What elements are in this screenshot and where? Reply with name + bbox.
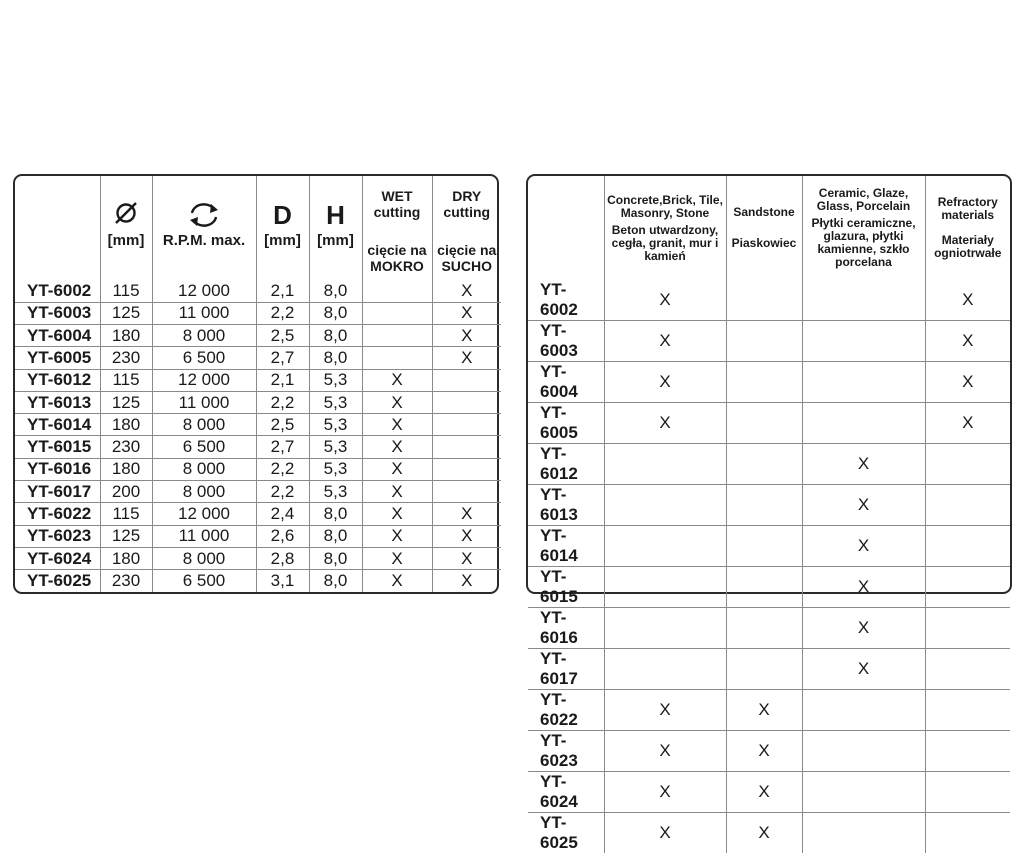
- rpm-cell: 12 000: [152, 369, 256, 391]
- d-cell: 2,5: [256, 414, 309, 436]
- diameter-cell: 115: [100, 280, 152, 302]
- dry-mark: X: [432, 570, 501, 592]
- dry-mark: X: [432, 503, 501, 525]
- sandstone-mark: [726, 280, 802, 321]
- dry-sub: cutting: [433, 204, 502, 220]
- ceramic-mark: X: [802, 526, 925, 567]
- ceramic-mark: [802, 280, 925, 321]
- d-cell: 2,5: [256, 325, 309, 347]
- code: YT-6015: [15, 436, 100, 458]
- ceramic-mark: X: [802, 567, 925, 608]
- code: YT-6005: [528, 403, 604, 444]
- h-cell: 8,0: [309, 547, 362, 569]
- materials-table: [528, 176, 1010, 853]
- table-row: [528, 444, 1010, 485]
- h-cell: 8,0: [309, 503, 362, 525]
- refractory-mark: [925, 485, 1010, 526]
- wet-mark: X: [362, 458, 432, 480]
- rotation-icon: [153, 200, 256, 230]
- wet-mark: [362, 347, 432, 369]
- sandstone-mark: [726, 444, 802, 485]
- wet-mark: X: [362, 391, 432, 413]
- rpm-cell: 6 500: [152, 436, 256, 458]
- code-header: [15, 176, 100, 280]
- table-row: [528, 403, 1010, 444]
- table-row: [15, 481, 501, 503]
- diameter-icon: [101, 200, 152, 230]
- ceramic-mark: [802, 690, 925, 731]
- concrete-mark: X: [604, 772, 726, 813]
- d-cell: 2,2: [256, 391, 309, 413]
- dry-mark: [432, 369, 501, 391]
- d-cell: 2,7: [256, 436, 309, 458]
- wet-mark: X: [362, 481, 432, 503]
- wet-mark: [362, 280, 432, 302]
- rpm-cell: 11 000: [152, 302, 256, 324]
- d-symbol: D: [257, 200, 309, 230]
- refractory-mark: [925, 444, 1010, 485]
- materials-header-row: [528, 176, 1010, 280]
- d-cell: 2,6: [256, 525, 309, 547]
- ceramic-pl: Płytki ceramiczne, glazura, płytki kamienne, szkło porcelana: [805, 217, 923, 269]
- table-row: [15, 302, 501, 324]
- ceramic-mark: [802, 321, 925, 362]
- ceramic-header: [802, 176, 925, 280]
- table-row: [528, 485, 1010, 526]
- refractory-en: Refractory materials: [928, 196, 1009, 222]
- concrete-mark: X: [604, 813, 726, 853]
- code: YT-6014: [528, 526, 604, 567]
- concrete-pl: Beton utwardzony, cegła, granit, mur i kamień: [607, 224, 724, 263]
- concrete-mark: [604, 526, 726, 567]
- code: YT-6022: [528, 690, 604, 731]
- h-cell: 8,0: [309, 325, 362, 347]
- diameter-header: [100, 176, 152, 280]
- wet-pl: cięcie na: [363, 242, 432, 258]
- rpm-cell: 8 000: [152, 547, 256, 569]
- h-cell: 5,3: [309, 391, 362, 413]
- table-row: [528, 813, 1010, 853]
- diameter-cell: 180: [100, 458, 152, 480]
- refractory-pl: Materiały ogniotrwałe: [928, 234, 1009, 260]
- refractory-mark: X: [925, 280, 1010, 321]
- h-symbol: H: [310, 200, 362, 230]
- code: YT-6004: [528, 362, 604, 403]
- h-cell: 8,0: [309, 302, 362, 324]
- table-row: [528, 649, 1010, 690]
- d-cell: 2,8: [256, 547, 309, 569]
- ceramic-mark: [802, 403, 925, 444]
- table-row: [15, 280, 501, 302]
- dry-mark: [432, 458, 501, 480]
- ceramic-mark: X: [802, 485, 925, 526]
- wet-mark: X: [362, 525, 432, 547]
- concrete-mark: X: [604, 321, 726, 362]
- dry-mark: X: [432, 302, 501, 324]
- table-row: [528, 690, 1010, 731]
- h-cell: 5,3: [309, 414, 362, 436]
- diameter-cell: 125: [100, 391, 152, 413]
- dry-mark: X: [432, 547, 501, 569]
- d-unit: [mm]: [257, 232, 309, 249]
- materials-table-panel: [526, 174, 1012, 594]
- wet-header: [362, 176, 432, 280]
- dry-mark: X: [432, 280, 501, 302]
- refractory-mark: [925, 813, 1010, 853]
- ceramic-mark: X: [802, 608, 925, 649]
- d-cell: 2,2: [256, 302, 309, 324]
- dry-mark: [432, 481, 501, 503]
- code: YT-6002: [528, 280, 604, 321]
- wet-mark: X: [362, 436, 432, 458]
- sandstone-mark: [726, 608, 802, 649]
- table-row: [15, 436, 501, 458]
- d-cell: 3,1: [256, 570, 309, 592]
- code: YT-6012: [15, 369, 100, 391]
- rpm-cell: 8 000: [152, 458, 256, 480]
- refractory-mark: [925, 690, 1010, 731]
- sandstone-mark: [726, 649, 802, 690]
- table-row: [528, 280, 1010, 321]
- refractory-mark: X: [925, 403, 1010, 444]
- diameter-cell: 230: [100, 347, 152, 369]
- code: YT-6016: [15, 458, 100, 480]
- wet-pl-bold: MOKRO: [363, 258, 432, 274]
- code: YT-6024: [528, 772, 604, 813]
- code: YT-6022: [15, 503, 100, 525]
- code-header: [528, 176, 604, 280]
- table-row: [15, 325, 501, 347]
- h-header: [309, 176, 362, 280]
- rpm-label: R.P.M. max.: [153, 232, 256, 249]
- dry-mark: X: [432, 325, 501, 347]
- diameter-cell: 230: [100, 436, 152, 458]
- d-cell: 2,2: [256, 458, 309, 480]
- dry-mark: [432, 391, 501, 413]
- dry-mark: X: [432, 347, 501, 369]
- wet-mark: X: [362, 414, 432, 436]
- rpm-cell: 11 000: [152, 525, 256, 547]
- table-row: [528, 567, 1010, 608]
- diameter-cell: 125: [100, 302, 152, 324]
- rpm-header: [152, 176, 256, 280]
- diameter-unit: [mm]: [101, 232, 152, 249]
- h-unit: [mm]: [310, 232, 362, 249]
- code: YT-6002: [15, 280, 100, 302]
- ceramic-mark: X: [802, 649, 925, 690]
- dry-mark: X: [432, 525, 501, 547]
- rpm-cell: 8 000: [152, 325, 256, 347]
- concrete-mark: X: [604, 731, 726, 772]
- diameter-cell: 180: [100, 414, 152, 436]
- rpm-cell: 12 000: [152, 503, 256, 525]
- code: YT-6003: [15, 302, 100, 324]
- specs-header-row: [15, 176, 501, 280]
- refractory-mark: [925, 608, 1010, 649]
- dry-header: [432, 176, 501, 280]
- h-cell: 5,3: [309, 369, 362, 391]
- table-row: [15, 570, 501, 592]
- table-row: [528, 526, 1010, 567]
- h-cell: 8,0: [309, 525, 362, 547]
- refractory-mark: X: [925, 321, 1010, 362]
- table-row: [15, 547, 501, 569]
- d-cell: 2,1: [256, 280, 309, 302]
- sandstone-mark: X: [726, 772, 802, 813]
- refractory-mark: [925, 526, 1010, 567]
- wet-mark: X: [362, 570, 432, 592]
- code: YT-6025: [15, 570, 100, 592]
- table-row: [15, 391, 501, 413]
- code: YT-6017: [15, 481, 100, 503]
- dry-title: DRY: [433, 188, 502, 204]
- table-row: [15, 347, 501, 369]
- concrete-mark: [604, 567, 726, 608]
- d-cell: 2,2: [256, 481, 309, 503]
- concrete-mark: [604, 485, 726, 526]
- code: YT-6013: [15, 391, 100, 413]
- diameter-cell: 230: [100, 570, 152, 592]
- sandstone-mark: [726, 485, 802, 526]
- diameter-cell: 115: [100, 503, 152, 525]
- concrete-mark: [604, 444, 726, 485]
- wet-title: WET: [363, 188, 432, 204]
- h-cell: 8,0: [309, 570, 362, 592]
- concrete-en: Concrete,Brick, Tile, Masonry, Stone: [607, 194, 724, 220]
- wet-sub: cutting: [363, 204, 432, 220]
- wet-mark: X: [362, 547, 432, 569]
- code: YT-6014: [15, 414, 100, 436]
- concrete-header: [604, 176, 726, 280]
- d-header: [256, 176, 309, 280]
- sandstone-mark: [726, 321, 802, 362]
- code: YT-6003: [528, 321, 604, 362]
- sandstone-mark: [726, 567, 802, 608]
- table-row: [528, 731, 1010, 772]
- refractory-mark: X: [925, 362, 1010, 403]
- concrete-mark: [604, 608, 726, 649]
- table-row: [15, 503, 501, 525]
- refractory-mark: [925, 772, 1010, 813]
- refractory-mark: [925, 649, 1010, 690]
- table-row: [15, 525, 501, 547]
- table-row: [15, 458, 501, 480]
- sandstone-mark: [726, 403, 802, 444]
- sandstone-mark: [726, 362, 802, 403]
- d-cell: 2,4: [256, 503, 309, 525]
- h-cell: 5,3: [309, 481, 362, 503]
- wet-mark: [362, 302, 432, 324]
- ceramic-mark: [802, 813, 925, 853]
- wet-mark: [362, 325, 432, 347]
- sandstone-mark: [726, 526, 802, 567]
- rpm-cell: 6 500: [152, 347, 256, 369]
- sandstone-mark: X: [726, 813, 802, 853]
- diameter-cell: 200: [100, 481, 152, 503]
- dry-mark: [432, 436, 501, 458]
- rpm-cell: 8 000: [152, 414, 256, 436]
- ceramic-en: Ceramic, Glaze, Glass, Porcelain: [805, 187, 923, 213]
- concrete-mark: [604, 649, 726, 690]
- sandstone-header: [726, 176, 802, 280]
- code: YT-6005: [15, 347, 100, 369]
- code: YT-6024: [15, 547, 100, 569]
- ceramic-mark: [802, 772, 925, 813]
- h-cell: 8,0: [309, 280, 362, 302]
- specs-table-panel: [13, 174, 499, 594]
- code: YT-6004: [15, 325, 100, 347]
- table-row: [15, 414, 501, 436]
- specs-table: [15, 176, 501, 592]
- code: YT-6015: [528, 567, 604, 608]
- concrete-mark: X: [604, 690, 726, 731]
- code: YT-6025: [528, 813, 604, 853]
- diameter-cell: 115: [100, 369, 152, 391]
- table-row: [15, 369, 501, 391]
- code: YT-6016: [528, 608, 604, 649]
- table-row: [528, 772, 1010, 813]
- ceramic-mark: [802, 362, 925, 403]
- d-cell: 2,7: [256, 347, 309, 369]
- table-row: [528, 321, 1010, 362]
- h-cell: 8,0: [309, 347, 362, 369]
- concrete-mark: X: [604, 403, 726, 444]
- code: YT-6013: [528, 485, 604, 526]
- sandstone-pl: Piaskowiec: [729, 237, 800, 250]
- code: YT-6023: [15, 525, 100, 547]
- code: YT-6023: [528, 731, 604, 772]
- ceramic-mark: [802, 731, 925, 772]
- table-row: [528, 362, 1010, 403]
- dry-mark: [432, 414, 501, 436]
- rpm-cell: 12 000: [152, 280, 256, 302]
- concrete-mark: X: [604, 280, 726, 321]
- dry-pl-bold: SUCHO: [433, 258, 502, 274]
- refractory-mark: [925, 731, 1010, 772]
- code: YT-6012: [528, 444, 604, 485]
- concrete-mark: X: [604, 362, 726, 403]
- d-cell: 2,1: [256, 369, 309, 391]
- ceramic-mark: X: [802, 444, 925, 485]
- dry-pl: cięcie na: [433, 242, 502, 258]
- wet-mark: X: [362, 369, 432, 391]
- rpm-cell: 11 000: [152, 391, 256, 413]
- table-row: [528, 608, 1010, 649]
- refractory-header: [925, 176, 1010, 280]
- rpm-cell: 8 000: [152, 481, 256, 503]
- h-cell: 5,3: [309, 458, 362, 480]
- diameter-cell: 180: [100, 547, 152, 569]
- h-cell: 5,3: [309, 436, 362, 458]
- code: YT-6017: [528, 649, 604, 690]
- sandstone-mark: X: [726, 690, 802, 731]
- diameter-cell: 125: [100, 525, 152, 547]
- sandstone-mark: X: [726, 731, 802, 772]
- diameter-cell: 180: [100, 325, 152, 347]
- refractory-mark: [925, 567, 1010, 608]
- rpm-cell: 6 500: [152, 570, 256, 592]
- wet-mark: X: [362, 503, 432, 525]
- sandstone-en: Sandstone: [729, 206, 800, 219]
